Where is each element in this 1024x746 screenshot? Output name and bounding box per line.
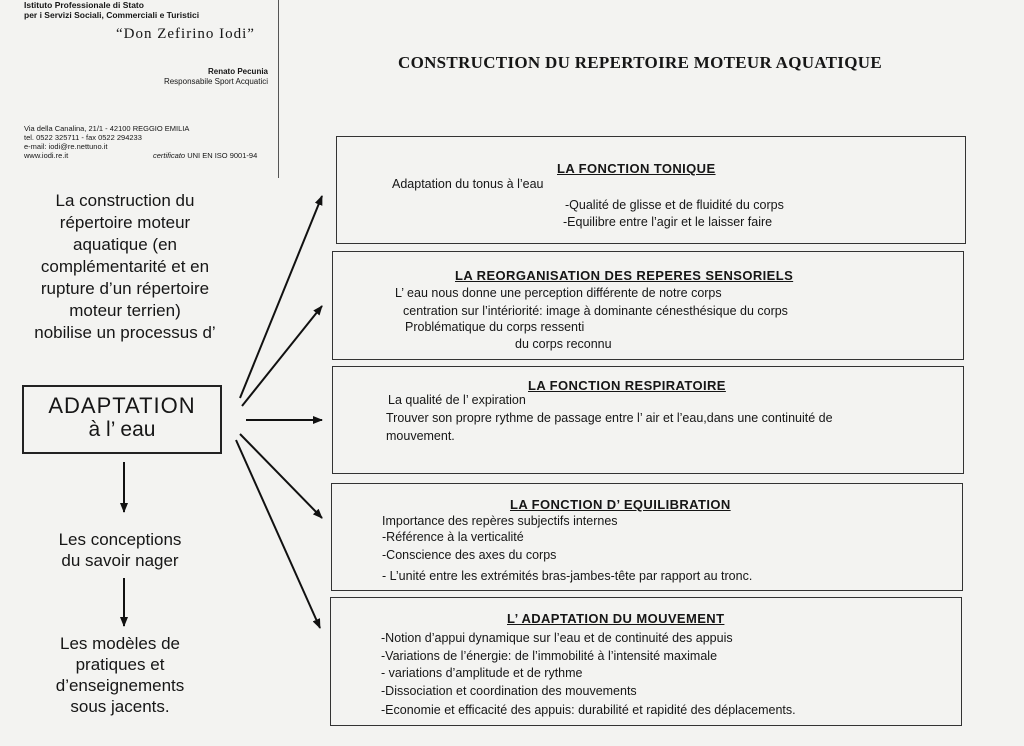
- box-line: La qualité de l’ expiration: [388, 393, 526, 407]
- conceptions-line: Les conceptions: [58, 530, 182, 549]
- arrow-to-reperes: [242, 306, 322, 406]
- box-line: -Equilibre entre l’agir et le laisser faire: [563, 215, 773, 229]
- email: e-mail: iodi@re.nettuno.it: [24, 142, 108, 151]
- box-line: L’ eau nous donne une perception différente de notre corps: [395, 286, 722, 300]
- intro-line: répertoire moteur: [59, 213, 191, 232]
- arrow-to-mouvement: [236, 440, 320, 628]
- box-line: - variations d’amplitude et de rythme: [381, 666, 583, 680]
- school-name: “Don Zefirino Iodi”: [116, 26, 255, 42]
- box-line: - L’unité entre les extrémités bras-jambes-tête par rapport au tronc.: [382, 569, 753, 583]
- box-line: -Economie et efficacité des appuis: durabilité et rapidité des déplacements.: [381, 703, 796, 717]
- box-line: -Qualité de glisse et de fluidité du corps: [565, 198, 784, 212]
- box-line: mouvement.: [386, 429, 455, 443]
- box-line: centration sur l’intériorité: image à dominante cénesthésique du corps: [403, 304, 788, 318]
- modeles-line: Les modèles de: [59, 634, 181, 653]
- phone-fax: tel. 0522 325711 - fax 0522 294233: [24, 133, 142, 142]
- modeles-line: pratiques et: [75, 655, 165, 674]
- box-line: -Dissociation et coordination des mouvements: [381, 684, 637, 698]
- box-fonction-equilibration: [331, 483, 963, 591]
- intro-line: nobilise un processus d’: [34, 323, 216, 342]
- box-fonction-respiratoire: [332, 366, 964, 474]
- institute-line-1: Istituto Professionale di Stato: [24, 0, 144, 10]
- institute-line-2: per i Servizi Sociali, Commerciali e Turistici: [24, 10, 200, 20]
- box-title: LA REORGANISATION DES REPERES SENSORIELS: [455, 268, 794, 283]
- person-name: Renato Pecunia: [207, 67, 268, 76]
- box-title: LA FONCTION TONIQUE: [557, 161, 716, 176]
- modeles-line: sous jacents.: [70, 697, 170, 716]
- box-line: -Conscience des axes du corps: [382, 548, 557, 562]
- intro-line: aquatique (en: [73, 235, 177, 254]
- modeles-line: d’enseignements: [55, 676, 185, 695]
- arrow-to-tonique: [240, 196, 322, 398]
- person-role: Responsabile Sport Acquatici: [163, 77, 268, 86]
- box-adaptation-mouvement: [330, 597, 962, 726]
- intro-line: complémentarité et en: [40, 257, 210, 276]
- intro-line: rupture d’un répertoire: [40, 279, 210, 298]
- intro-line: moteur terrien): [69, 301, 181, 320]
- box-line: du corps reconnu: [515, 337, 612, 351]
- box-line: Adaptation du tonus à l’eau: [392, 177, 544, 191]
- address: Via della Canalina, 21/1 - 42100 REGGIO EMILIA: [24, 124, 190, 133]
- box-line: -Référence à la verticalité: [382, 530, 524, 544]
- box-line: Problématique du corps ressenti: [405, 320, 585, 334]
- box-line: -Variations de l’énergie: de l’immobilité à l’intensité maximale: [381, 649, 718, 663]
- box-title: LA FONCTION D’ EQUILIBRATION: [510, 497, 731, 512]
- box-line: Trouver son propre rythme de passage entre l’ air et l’eau,dans une continuité de: [386, 411, 833, 425]
- intro-line: La construction du: [55, 191, 195, 210]
- box-line: -Notion d’appui dynamique sur l’eau et de continuité des appuis: [381, 631, 733, 645]
- cert-value: UNI EN ISO 9001-94: [187, 151, 258, 160]
- box-title: L’ ADAPTATION DU MOUVEMENT: [507, 611, 725, 626]
- conceptions-line: du savoir nager: [61, 551, 179, 570]
- page-title: CONSTRUCTION DU REPERTOIRE MOTEUR AQUATIQUE: [398, 53, 882, 72]
- box-fonction-tonique: [336, 136, 966, 244]
- cert-label: certificato: [153, 151, 186, 160]
- adaptation-label: ADAPTATION: [48, 393, 196, 418]
- box-title: LA FONCTION RESPIRATOIRE: [528, 378, 726, 393]
- website: www.iodi.re.it: [24, 151, 69, 160]
- box-line: Importance des repères subjectifs internes: [382, 514, 618, 528]
- adaptation-sublabel: à l’ eau: [88, 418, 156, 441]
- box-reorganisation: [332, 251, 964, 360]
